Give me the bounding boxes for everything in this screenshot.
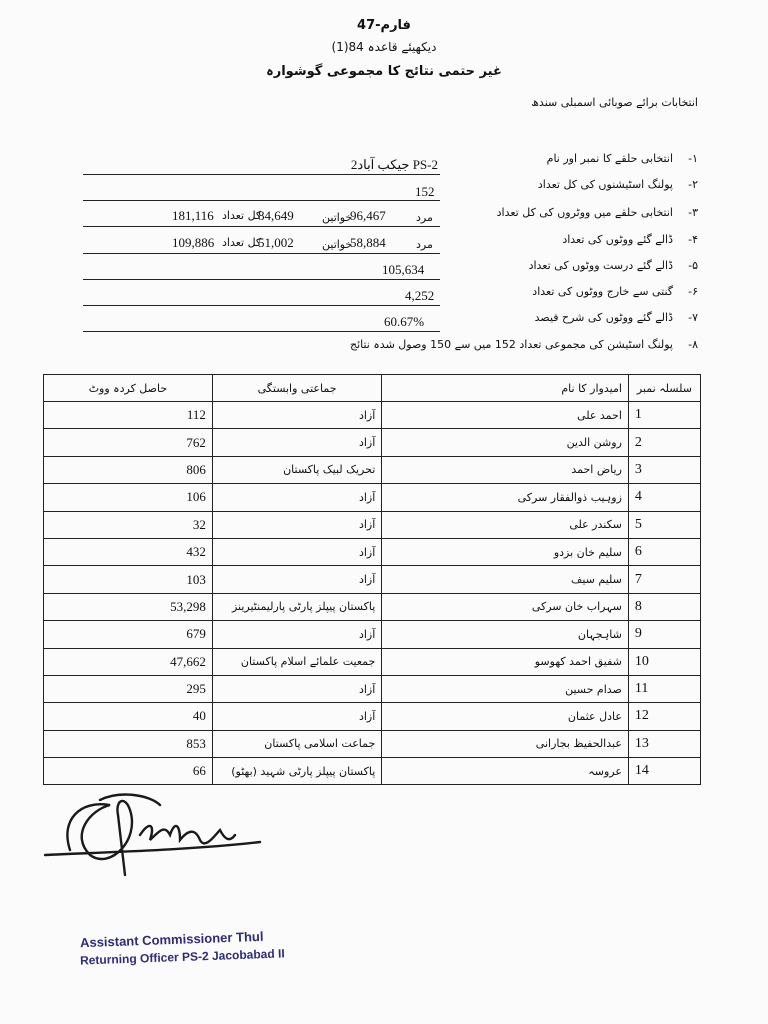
candidate-name-cell: شفیق احمد کھوسو (382, 648, 629, 675)
votes-cell: 432 (44, 538, 213, 565)
serial-cell: 2 (628, 429, 700, 456)
table-row (44, 730, 701, 757)
party-cell: آزاد (212, 511, 381, 538)
candidate-name-cell: عبدالحفیظ بجارانی (382, 730, 629, 757)
document-title: غیر حتمی نتائج کا مجموعی گوشوارہ (266, 64, 502, 79)
candidate-name-cell: سلیم سیف (382, 566, 629, 593)
summary-no-7: ۷- (688, 311, 698, 324)
serial-cell: 9 (628, 621, 700, 648)
serial-cell: 6 (628, 538, 700, 565)
votes-header: حاصل کردہ ووٹ (44, 375, 213, 402)
turnout-value: 60.67% (384, 314, 425, 329)
party-cell: آزاد (212, 484, 381, 511)
votes-cell: 40 (44, 703, 213, 730)
serial-cell: 13 (628, 730, 700, 757)
summary-label-2: پولنگ اسٹیشنوں کی کل تعداد (537, 178, 673, 191)
votes-cell: 679 (44, 621, 213, 648)
table-header-row (44, 375, 701, 402)
table-row (44, 456, 701, 483)
candidate-name-cell: زوہیب ذوالفقار سرکی (382, 484, 629, 511)
male-label: مرد (416, 238, 433, 251)
summary-no-6: ۶- (688, 285, 698, 298)
votes-cell: 112 (44, 402, 213, 429)
candidate-name-cell: سہراب خان سرکی (382, 593, 629, 620)
votes-cell: 106 (44, 484, 213, 511)
female-label: خواتین (322, 211, 353, 224)
table-row (44, 675, 701, 702)
table-row (44, 621, 701, 648)
female-label: خواتین (322, 238, 353, 251)
constituency-value: PS-2 جیکب آباد2 (350, 157, 438, 172)
votes-cell: 32 (44, 511, 213, 538)
stamp-line-1: Assistant Commissioner Thul (79, 928, 264, 951)
valid-votes-value: 105,634 (382, 262, 425, 277)
registered-male: 96,467 (350, 208, 386, 223)
votes-cell: 53,298 (44, 593, 213, 620)
table-row (44, 402, 701, 429)
votes-cell: 66 (44, 758, 213, 785)
votes-cell: 295 (44, 675, 213, 702)
serial-cell: 4 (628, 484, 700, 511)
votes-cell: 103 (44, 566, 213, 593)
polling-stations-value: 152 (415, 184, 435, 199)
serial-header: سلسلہ نمبر (628, 375, 700, 402)
party-header: جماعتی وابستگی (212, 375, 381, 402)
party-cell: آزاد (212, 538, 381, 565)
candidate-name-cell: عادل عثمان (382, 703, 629, 730)
election-for: انتخابات برائے صوبائی اسمبلی سندھ (531, 96, 698, 109)
table-row (44, 703, 701, 730)
summary-no-3: ۳- (688, 206, 698, 219)
votes-cell: 806 (44, 456, 213, 483)
cast-male: 58,884 (350, 235, 386, 250)
votes-cell: 853 (44, 730, 213, 757)
summary-no-8: ۸- (688, 338, 698, 351)
votes-cell: 47,662 (44, 648, 213, 675)
party-cell: پاکستان پیپلز پارٹی شہید (بھٹو) (212, 758, 381, 785)
candidate-name-cell: سلیم خان بزدو (382, 538, 629, 565)
rejected-votes-value: 4,252 (405, 288, 435, 303)
serial-cell: 14 (628, 758, 700, 785)
party-cell: آزاد (212, 429, 381, 456)
results-received-note: پولنگ اسٹیشن کی مجموعی تعداد 152 میں سے 150 وصول شدہ نتائج (349, 338, 673, 351)
total-label: کل تعداد (222, 236, 262, 249)
candidate-name-cell: ریاض احمد (382, 456, 629, 483)
candidate-name-cell: عروسہ (382, 758, 629, 785)
party-cell: آزاد (212, 402, 381, 429)
summary-no-2: ۲- (688, 178, 698, 191)
candidate-name-cell: احمد علی (382, 402, 629, 429)
summary-label-4: ڈالے گئے ووٹوں کی تعداد (562, 233, 673, 246)
table-row (44, 484, 701, 511)
party-cell: جماعت اسلامی پاکستان (212, 730, 381, 757)
party-cell: آزاد (212, 675, 381, 702)
serial-cell: 12 (628, 703, 700, 730)
summary-no-5: ۵- (688, 259, 698, 272)
party-cell: پاکستان پیپلز پارٹی پارلیمنٹیرینز (212, 593, 381, 620)
serial-cell: 10 (628, 648, 700, 675)
table-row (44, 566, 701, 593)
serial-cell: 7 (628, 566, 700, 593)
results-table (43, 374, 701, 785)
table-row (44, 538, 701, 565)
summary-label-3: انتخابی حلقے میں ووٹروں کی کل تعداد (496, 206, 673, 219)
party-cell: آزاد (212, 621, 381, 648)
table-row (44, 511, 701, 538)
party-cell: جمعیت علمائے اسلام پاکستان (212, 648, 381, 675)
cast-total: 109,886 (172, 235, 215, 250)
summary-label-1: انتخابی حلقے کا نمبر اور نام (546, 152, 673, 165)
serial-cell: 1 (628, 402, 700, 429)
summary-label-7: ڈالے گئے ووٹوں کی شرح فیصد (534, 311, 673, 324)
summary-no-4: ۴- (688, 233, 698, 246)
table-row (44, 429, 701, 456)
summary-no-1: ۱- (688, 152, 698, 165)
summary-label-5: ڈالے گئے درست ووٹوں کی تعداد (528, 259, 673, 272)
male-label: مرد (416, 211, 433, 224)
table-row (44, 648, 701, 675)
serial-cell: 11 (628, 675, 700, 702)
party-cell: آزاد (212, 566, 381, 593)
summary-label-6: گنتی سے خارج ووٹوں کی تعداد (532, 285, 673, 298)
total-label: کل تعداد (222, 209, 262, 222)
signature (30, 780, 280, 890)
form-number: فارم-47 (357, 18, 411, 33)
stamp-line-2: Returning Officer PS-2 Jacobabad II (79, 946, 285, 968)
candidate-name-cell: صدام حسین (382, 675, 629, 702)
candidate-name-cell: روشن الدین (382, 429, 629, 456)
candidate-name-cell: شاہجہان (382, 621, 629, 648)
table-row (44, 593, 701, 620)
cast-female: 51,002 (258, 235, 294, 250)
rule-reference: دیکھیئے قاعدہ 84(1) (331, 40, 437, 54)
serial-cell: 5 (628, 511, 700, 538)
name-header: امیدوار کا نام (382, 375, 629, 402)
registered-female: 84,649 (258, 208, 294, 223)
serial-cell: 8 (628, 593, 700, 620)
registered-total: 181,116 (172, 208, 214, 223)
votes-cell: 762 (44, 429, 213, 456)
party-cell: تحریک لبیک پاکستان (212, 456, 381, 483)
party-cell: آزاد (212, 703, 381, 730)
candidate-name-cell: سکندر علی (382, 511, 629, 538)
serial-cell: 3 (628, 456, 700, 483)
